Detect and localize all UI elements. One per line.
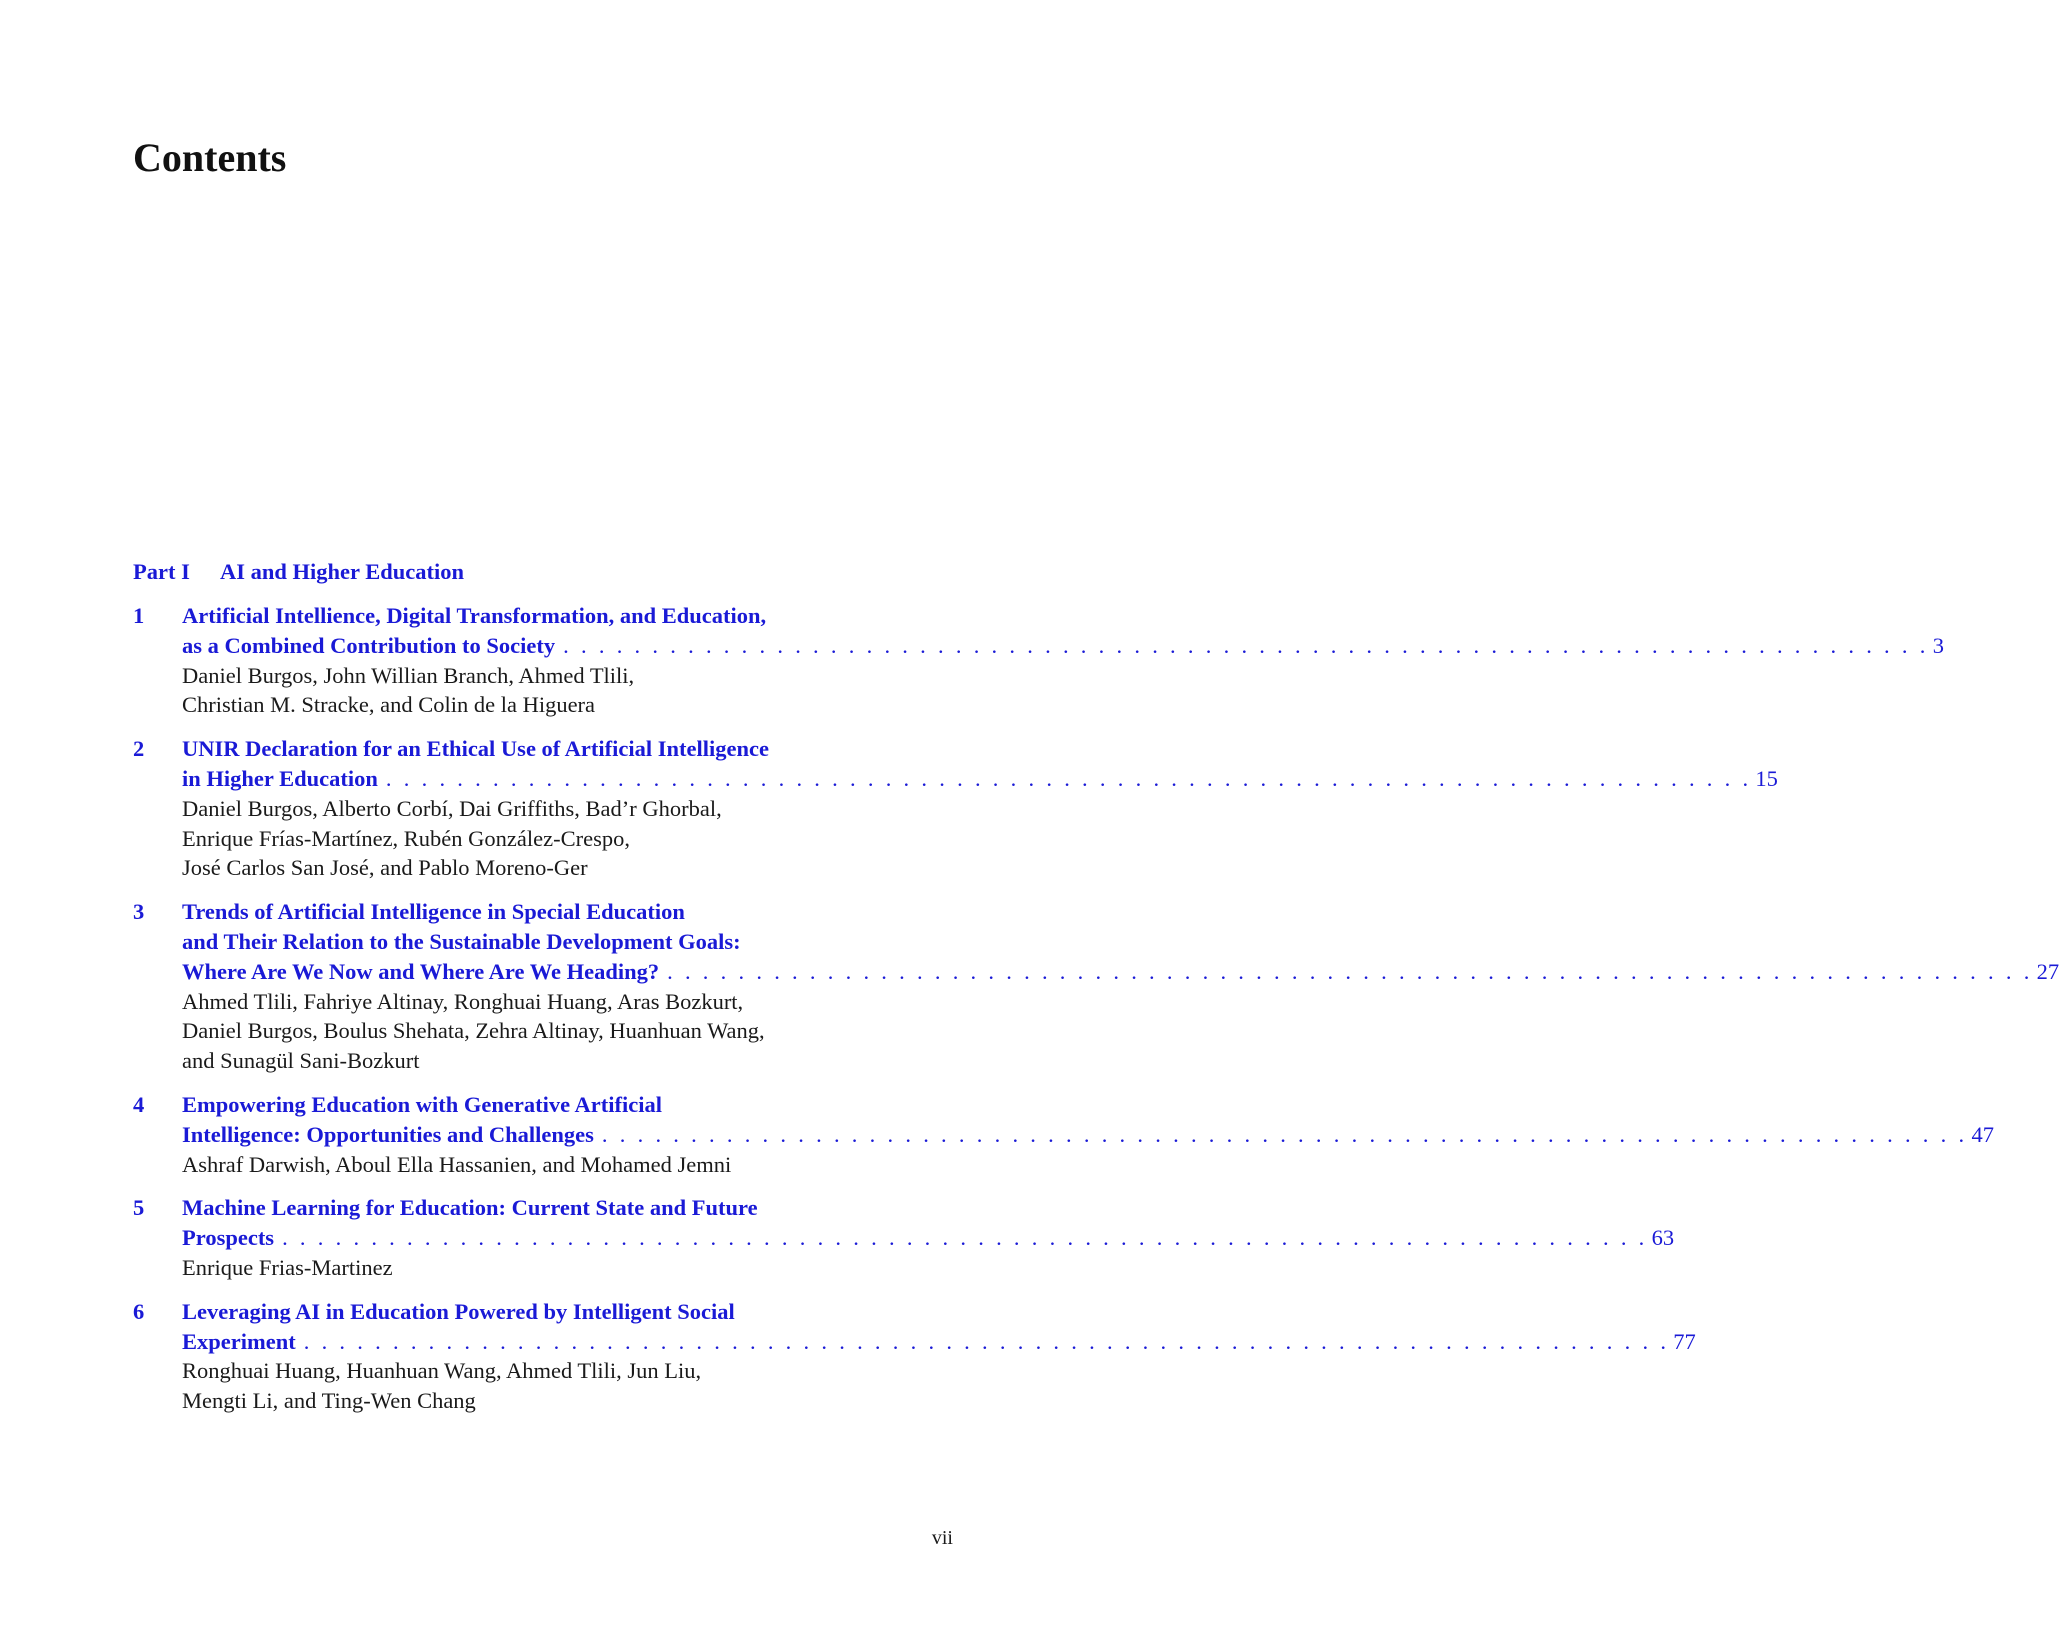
- chapter-authors-line: Ashraf Darwish, Aboul Ella Hassanien, and Mohamed Jemni: [182, 1151, 732, 1177]
- chapter-number: 5: [133, 1195, 145, 1221]
- chapter-number: 2: [133, 736, 145, 762]
- chapter-title-line[interactable]: as a Combined Contribution to Society: [182, 632, 556, 658]
- table-of-contents: [133, 557, 2059, 1430]
- chapter-page-number[interactable]: 27: [2036, 958, 2059, 984]
- dot-leader: . . . . . . . . . . . . . . . . . . . . . . . . . . . . . . . . . . . . . . . . . . . . . . . . . . . . . . . . . . . . . . . . . . . . . . . . . . . . .: [667, 958, 2033, 984]
- chapter-page-number[interactable]: 3: [1932, 632, 1944, 658]
- page-number: vii: [931, 1527, 953, 1549]
- chapter-title-last-line: [182, 764, 1778, 794]
- chapter-title-line[interactable]: Where Are We Now and Where Are We Heading?: [182, 958, 660, 984]
- chapter-title-line[interactable]: Empowering Education with Generative Artificial: [182, 1091, 662, 1117]
- page-title: Contents: [133, 135, 287, 180]
- dot-leader: . . . . . . . . . . . . . . . . . . . . . . . . . . . . . . . . . . . . . . . . . . . . . . . . . . . . . . . . . . . . . . . . . . . . . . . . . . . . .: [303, 1328, 1670, 1354]
- chapter-title-last-line: [182, 1120, 1994, 1150]
- chapter-authors-line: Enrique Frias-Martinez: [182, 1254, 393, 1280]
- chapter-title-last-line: [182, 957, 2059, 987]
- chapter-authors-line: Mengti Li, and Ting-Wen Chang: [182, 1388, 476, 1414]
- chapter-authors-line: and Sunagül Sani-Bozkurt: [182, 1048, 420, 1074]
- toc-entry: [133, 1090, 1994, 1179]
- chapter-authors-line: Daniel Burgos, Boulus Shehata, Zehra Altinay, Huanhuan Wang,: [182, 1018, 765, 1044]
- toc-entries: [133, 601, 2059, 1416]
- chapter-authors-line: Daniel Burgos, Alberto Corbí, Dai Griffiths, Bad’r Ghorbal,: [182, 795, 722, 821]
- chapter-page-number[interactable]: 15: [1755, 765, 1778, 791]
- chapter-page-number[interactable]: 77: [1673, 1328, 1696, 1354]
- chapter-title-line[interactable]: Trends of Artificial Intelligence in Special Education: [182, 899, 685, 925]
- chapter-title-line[interactable]: Intelligence: Opportunities and Challenges: [182, 1121, 594, 1147]
- chapter-authors-line: Christian M. Stracke, and Colin de la Higuera: [182, 692, 596, 718]
- chapter-number: 1: [133, 603, 145, 628]
- part-title: AI and Higher Education: [220, 559, 465, 584]
- toc-entry: [133, 601, 1944, 720]
- dot-leader: . . . . . . . . . . . . . . . . . . . . . . . . . . . . . . . . . . . . . . . . . . . . . . . . . . . . . . . . . . . . . . . . . . . . . . . . . . . . .: [282, 1225, 1648, 1251]
- toc-entry: [133, 1193, 1675, 1282]
- chapter-title-last-line: [182, 631, 1944, 661]
- chapter-title-last-line: [182, 1223, 1675, 1253]
- chapter-title-line[interactable]: in Higher Education: [182, 765, 378, 791]
- chapter-title-line[interactable]: UNIR Declaration for an Ethical Use of Artificial Intelligence: [182, 736, 769, 762]
- toc-entry: [133, 734, 1778, 883]
- chapter-title-line[interactable]: Leveraging AI in Education Powered by Intelligent Social: [182, 1298, 735, 1324]
- part-heading[interactable]: [133, 557, 953, 587]
- chapter-number: 6: [133, 1298, 145, 1324]
- dot-leader: . . . . . . . . . . . . . . . . . . . . . . . . . . . . . . . . . . . . . . . . . . . . . . . . . . . . . . . . . . . . . . . . . . . . . . . . . . . . .: [563, 632, 1929, 658]
- chapter-title-line[interactable]: and Their Relation to the Sustainable Development Goals:: [182, 928, 741, 954]
- chapter-title-last-line: [182, 1327, 1696, 1357]
- chapter-number: 3: [133, 899, 145, 925]
- dot-leader: . . . . . . . . . . . . . . . . . . . . . . . . . . . . . . . . . . . . . . . . . . . . . . . . . . . . . . . . . . . . . . . . . . . . . . . . . . . . .: [385, 765, 1752, 791]
- chapter-authors-line: Ronghuai Huang, Huanhuan Wang, Ahmed Tlili, Jun Liu,: [182, 1358, 702, 1384]
- chapter-authors-line: Daniel Burgos, John Willian Branch, Ahmed Tlili,: [182, 662, 635, 688]
- chapter-title-line[interactable]: Artificial Intellience, Digital Transformation, and Education,: [182, 603, 767, 628]
- part-label: Part I: [133, 559, 190, 584]
- chapter-title-line[interactable]: Experiment: [182, 1328, 296, 1354]
- chapter-authors-line: José Carlos San José, and Pablo Moreno-Ger: [182, 855, 588, 881]
- dot-leader: . . . . . . . . . . . . . . . . . . . . . . . . . . . . . . . . . . . . . . . . . . . . . . . . . . . . . . . . . . . . . . . . . . . . . . . . . . . . .: [601, 1121, 1968, 1147]
- chapter-title-line[interactable]: Machine Learning for Education: Current State and Future: [182, 1195, 758, 1221]
- chapter-authors-line: Ahmed Tlili, Fahriye Altinay, Ronghuai Huang, Aras Bozkurt,: [182, 988, 744, 1014]
- toc-entry: [133, 897, 2059, 1076]
- chapter-page-number[interactable]: 47: [1971, 1121, 1994, 1147]
- chapter-number: 4: [133, 1091, 145, 1117]
- toc-entry: [133, 1297, 1696, 1416]
- chapter-authors-line: Enrique Frías-Martínez, Rubén González-Crespo,: [182, 825, 630, 851]
- chapter-page-number[interactable]: 63: [1651, 1225, 1675, 1251]
- chapter-title-line[interactable]: Prospects: [182, 1225, 275, 1251]
